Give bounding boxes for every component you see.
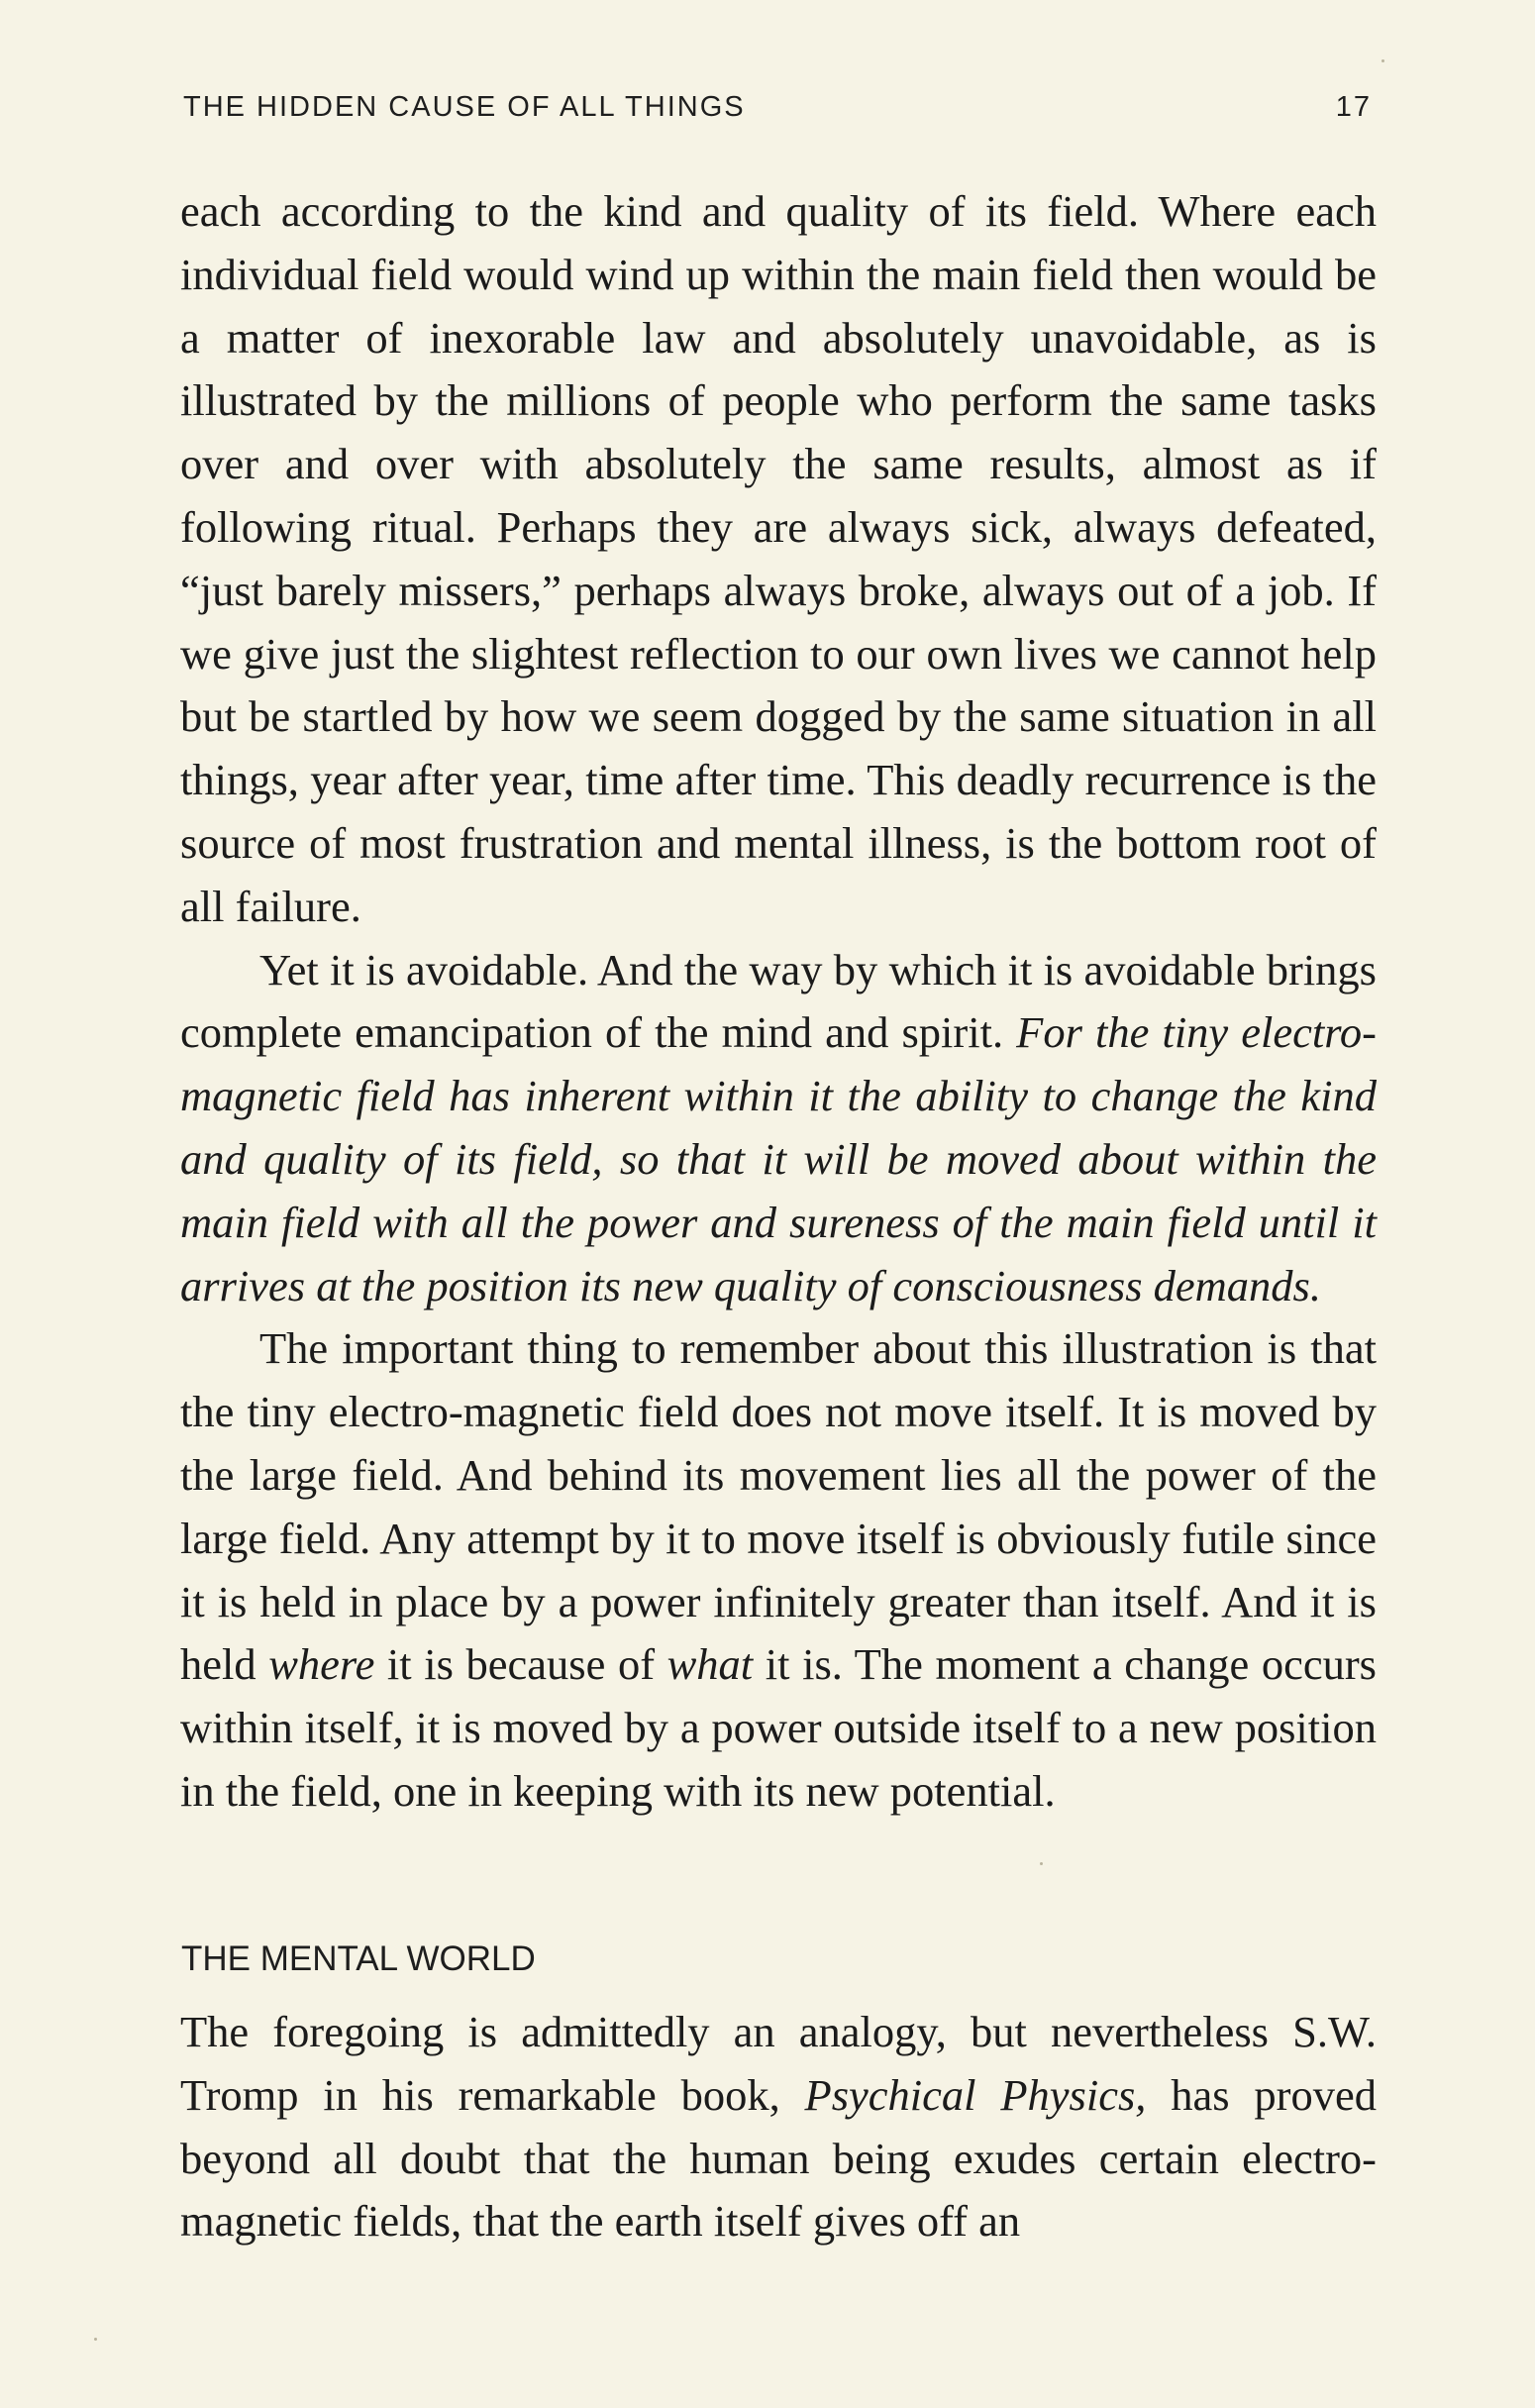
running-header (183, 91, 1372, 131)
text-run: each according to the kind and quality of its field. Where each individual field would wind up within the main field then would be a matter of inexorable law and absolutely unavoidable, as is illustrated by the millions of people who perform the same tasks over and over with absolutely the same results, almost as if following ritual. Perhaps they are always sick, always defeated, “just barely missers,” perhaps always broke, always out of a job. If we give just the slightest reflection to our own lives we cannot help but be startled by how we seem dogged by the same situation in all things, year after year, time after time. This deadly recurrence is the source of most frustration and mental illness, is the bottom root of all failure. (180, 186, 1377, 931)
paragraph-4 (180, 2001, 1377, 2253)
text-run: it is because of (374, 1639, 667, 1690)
paragraph-1 (180, 180, 1377, 939)
page-number: 17 (1335, 91, 1372, 123)
italic-run: Psychical Physics, (804, 2069, 1147, 2120)
text-run: it is. The moment a change occurs within itself, it is moved by a power outside itself to a new position in the field, one in keeping with its new potential. (180, 1639, 1377, 1816)
body-text (180, 180, 1377, 1824)
paper-speck (1382, 59, 1384, 62)
section-body-text (180, 2001, 1377, 2253)
italic-run: what (666, 1639, 754, 1690)
running-title: THE HIDDEN CAUSE OF ALL THINGS (183, 91, 746, 123)
italic-run: For the tiny electro-magnetic field has inherent within it the ability to change the kind and quality of its field, so that it will be moved about within the main field with all the power and sureness of the main field until it arrives at the position its new quality of consciousness demands. (180, 1007, 1377, 1310)
italic-run: where (268, 1639, 375, 1690)
paper-speck (94, 2338, 97, 2341)
paper-speck (1040, 1862, 1043, 1865)
paragraph-3 (180, 1317, 1377, 1823)
section-heading: THE MENTAL WORLD (181, 1939, 536, 1978)
paragraph-2 (180, 939, 1377, 1318)
text-run: The important thing to remember about this illustration is that the tiny electro-magnetic field does not move itself. It is moved by the large field. And behind its movement lies all the power of the large field. Any attempt by it to move itself is obviously futile since it is held in place by a power infinitely greater than itself. And it is held (180, 1323, 1377, 1690)
text-run: Yet it is avoidable. And the way by which it is avoidable brings complete emancipation of the mind and spirit. (180, 944, 1377, 1058)
text-run: has proved beyond all doubt that the human being exudes certain electro-magnetic fields, that the earth itself gives off an (180, 2069, 1378, 2247)
text-run: The foregoing is admittedly an analogy, but nevertheless S.W. Tromp in his remarkable book, (180, 2007, 1377, 2120)
